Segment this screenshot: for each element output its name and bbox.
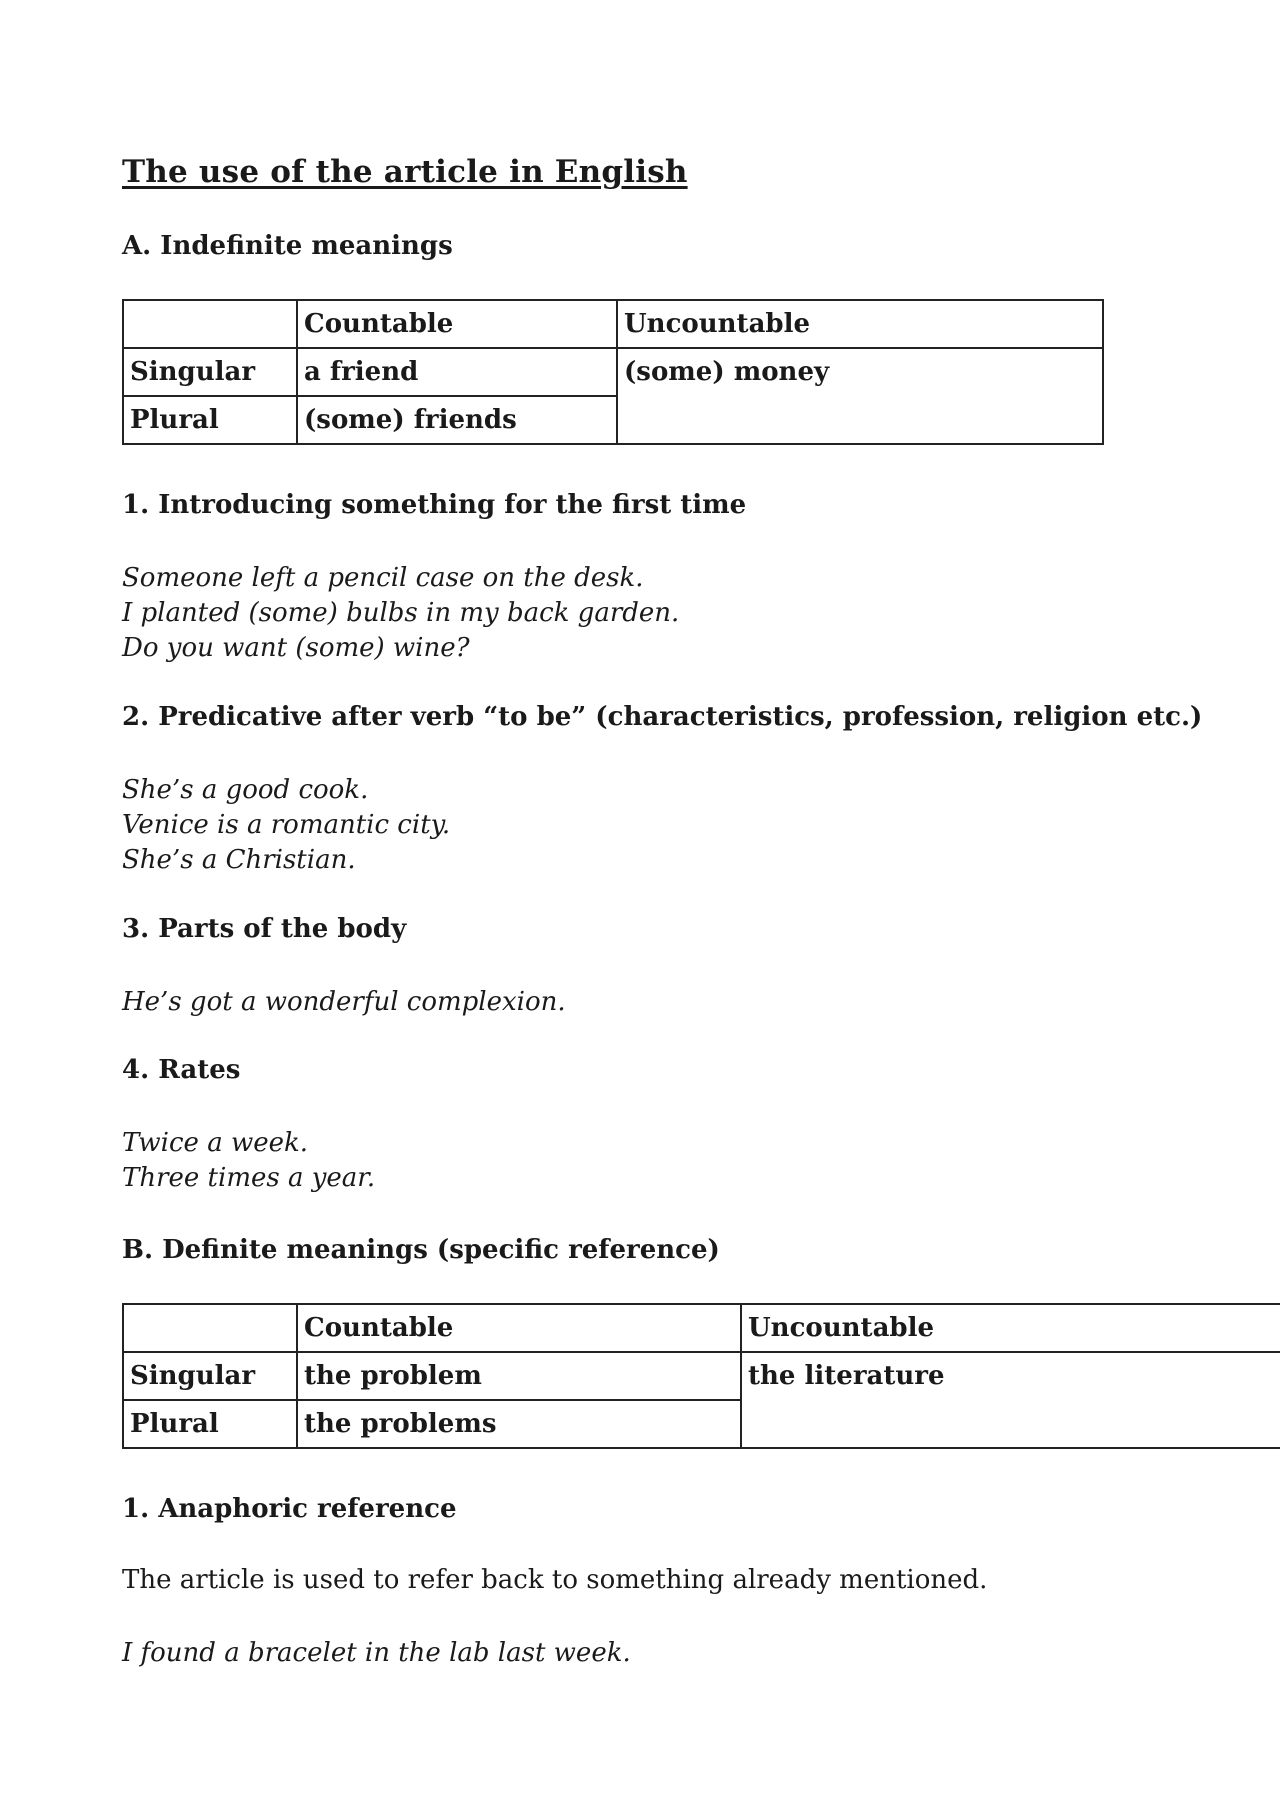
header-uncountable: Uncountable — [617, 300, 1103, 348]
item-heading: 1. Introducing something for the first time — [122, 490, 747, 520]
row-label-singular: Singular — [123, 1352, 297, 1400]
example-group — [122, 773, 450, 878]
header-countable: Countable — [297, 300, 617, 348]
example-sentence: I found a bracelet in the lab last week. — [122, 1638, 631, 1668]
example-sentence: He’s got a wonderful complexion. — [122, 987, 566, 1017]
example-sentence: She’s a good cook. — [122, 775, 369, 805]
cell-singular-countable: a friend — [297, 348, 617, 396]
cell-plural-countable: the problems — [297, 1400, 741, 1448]
example-group — [122, 985, 566, 1020]
cell-uncountable: the literature — [741, 1352, 1280, 1448]
section-a-heading: A. Indefinite meanings — [122, 231, 453, 261]
description-text: The article is used to refer back to something already mentioned. — [122, 1565, 988, 1595]
row-label-plural: Plural — [123, 396, 297, 444]
example-sentence: Do you want (some) wine? — [122, 633, 470, 663]
example-group — [122, 1126, 375, 1196]
example-group — [122, 561, 679, 666]
example-sentence: Twice a week. — [122, 1128, 309, 1158]
example-sentence: Venice is a romantic city. — [122, 810, 451, 840]
cell-singular-countable: the problem — [297, 1352, 741, 1400]
example-sentence: Someone left a pencil case on the desk. — [122, 563, 644, 593]
example-sentence: Three times a year. — [122, 1163, 376, 1193]
row-label-singular: Singular — [123, 348, 297, 396]
header-uncountable: Uncountable — [741, 1304, 1280, 1352]
table-corner-cell — [123, 1304, 297, 1352]
item-heading: 2. Predicative after verb “to be” (characteristics, profession, religion etc.) — [122, 702, 1203, 732]
item-heading: 3. Parts of the body — [122, 914, 407, 944]
row-label-plural: Plural — [123, 1400, 297, 1448]
header-countable: Countable — [297, 1304, 741, 1352]
section-b-heading: B. Definite meanings (specific reference) — [122, 1235, 720, 1265]
example-sentence: She’s a Christian. — [122, 845, 356, 875]
cell-uncountable: (some) money — [617, 348, 1103, 444]
item-heading: 4. Rates — [122, 1055, 241, 1085]
table-corner-cell — [123, 300, 297, 348]
indefinite-table — [122, 299, 1104, 445]
definite-table — [122, 1303, 1280, 1449]
example-group — [122, 1636, 631, 1671]
example-sentence: I planted (some) bulbs in my back garden. — [122, 598, 680, 628]
cell-plural-countable: (some) friends — [297, 396, 617, 444]
page-title: The use of the article in English — [122, 154, 688, 190]
item-heading: 1. Anaphoric reference — [122, 1494, 457, 1524]
